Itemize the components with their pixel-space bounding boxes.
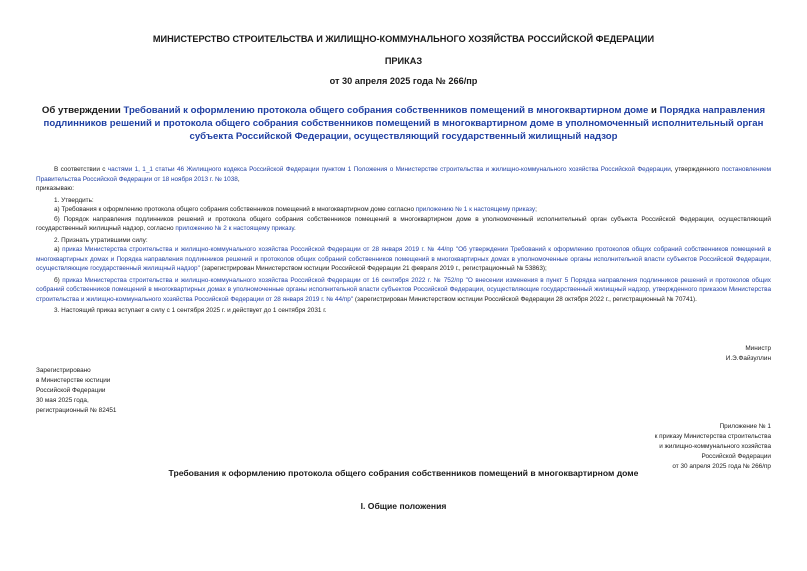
item-1b-text: б) Порядок направления подлинников решений и протокола общего собрания собственников помещений в многоквартирном доме в уполномоченный исполнительный орган субъекта Российской Федерации, осуществляющий государственный жилищный надзор, согласно <box>36 215 771 232</box>
signature-block <box>600 344 771 364</box>
preamble-text: , <box>237 175 240 183</box>
document-type: ПРИКАЗ <box>384 56 423 66</box>
item-2a-prefix: а) <box>54 246 63 253</box>
link-housing-code[interactable]: частями 1, 1_1 статьи 46 Жилищного кодекса Российской Федерации <box>107 166 320 173</box>
title-link-requirements[interactable]: Требований к оформлению протокола общего собрания собственников помещений в многоквартирном доме <box>123 105 649 116</box>
appendix-line: и жилищно-коммунального хозяйства <box>659 443 771 450</box>
appendix-line: к приказу Министерства строительства <box>654 433 771 440</box>
item-2b-end: (зарегистрирован Министерством юстиции Российской Федерации 28 октября 2022 г., регистрационный № 70741). <box>353 295 697 303</box>
item-1: 1. Утвердить: <box>54 196 94 204</box>
item-2a <box>36 245 771 274</box>
link-appendix-1[interactable]: приложению № 1 к настоящему приказу <box>415 206 536 213</box>
preamble-text: В соответствии с <box>54 166 108 173</box>
title-prefix: Об утверждении <box>41 105 124 116</box>
preamble-text: , утвержденного <box>670 166 722 173</box>
preamble-paragraph <box>36 165 771 184</box>
link-government-resolution[interactable]: постановлением Правительства Российской Федерации от 18 ноября 2013 г. № 1038 <box>36 166 772 183</box>
link-ministry-regulation[interactable]: пунктом 1 Положения о Министерстве строительства и жилищно-коммунального хозяйства Российской Федерации <box>321 166 671 173</box>
item-2: 2. Признать утратившими силу: <box>54 236 148 244</box>
item-1b <box>36 215 771 234</box>
title-mid: и <box>648 105 660 116</box>
section-title: I. Общие положения <box>360 501 447 511</box>
registration-line: регистрационный № 82451 <box>36 407 117 414</box>
order-word: приказываю: <box>36 185 74 192</box>
link-order-44pr[interactable]: приказ Министерства строительства и жилищно-коммунального хозяйства Российской Федерации от 28 января 2019 г. № 44/пр "Об утверждении Требований к оформлению протоколов общих собраний собственников помещений в многоквартирных домах и Порядка направления подлинников решений и протоколов общих собраний собственников помещений в многоквартирных домах в уполномоченные органы исполнительной власти субъектов Российской Федерации, осуществляющие государственный жилищный надзор" <box>36 246 771 272</box>
link-order-752pr[interactable]: приказ Министерства строительства и жилищно-коммунального хозяйства Российской Федерации от 16 сентября 2022 г. № 752/пр "О внесении изменения в пункт 5 Порядка направления подлинников решений и протоколов общих собраний собственников помещений в многоквартирных домах в уполномоченные органы исполнительной власти субъектов Российской Федерации, осуществляющие государственный жилищный надзор, утвержденного приказом Министерства строительства и жилищно-коммунального хозяйства Российской Федерации от 28 января 2019 г. № 44/пр" <box>36 276 771 303</box>
signatory-name: И.Э.Файзуллин <box>725 355 771 362</box>
item-1a-end: ; <box>535 206 537 213</box>
document-date-number: от 30 апреля 2025 года № 266/пр <box>329 76 478 86</box>
appendix-line: Приложение № 1 <box>719 423 771 430</box>
item-1b-end: . <box>293 225 296 232</box>
appendix-line: от 30 апреля 2025 года № 266/пр <box>672 463 771 470</box>
item-2b <box>36 276 771 305</box>
requirements-title: Требования к оформлению протокола общего собрания собственников помещений в многоквартирном доме <box>168 468 639 478</box>
document-title <box>36 104 771 143</box>
item-2b-prefix: б) <box>54 276 63 284</box>
registration-line: 30 мая 2025 года, <box>36 397 89 404</box>
item-3: 3. Настоящий приказ вступает в силу с 1 сентября 2025 г. и действует до 1 сентября 2031 г. <box>54 307 327 314</box>
registration-line: Российской Федерации <box>36 387 106 394</box>
link-appendix-2[interactable]: приложению № 2 к настоящему приказу <box>175 225 294 232</box>
item-1a <box>36 205 771 215</box>
registration-block <box>36 366 236 416</box>
registration-line: в Министерстве юстиции <box>36 377 111 384</box>
signatory-position: Министр <box>745 345 771 352</box>
ministry-heading: МИНИСТЕРСТВО СТРОИТЕЛЬСТВА И ЖИЛИЩНО-КОММУНАЛЬНОГО ХОЗЯЙСТВА РОССИЙСКОЙ ФЕДЕРАЦИИ <box>152 34 655 44</box>
item-1a-text: а) Требования к оформлению протокола общего собрания собственников помещений в многоквартирном доме согласно <box>54 206 416 213</box>
title-link-procedure[interactable]: Порядка направления подлинников решений и протокола общего собрания собственников помещений в многоквартирном доме в уполномоченный исполнительный орган субъекта Российской Федерации, осуществляющий государственный жилищный надзор <box>43 105 766 142</box>
appendix-header <box>560 422 771 472</box>
item-2a-end: (зарегистрирован Министерством юстиции Российской Федерации 21 февраля 2019 г., регистрационный № 53863); <box>199 265 547 272</box>
appendix-line: Российской Федерации <box>701 453 771 460</box>
registration-line: Зарегистрировано <box>36 367 91 374</box>
document-body <box>36 165 771 316</box>
